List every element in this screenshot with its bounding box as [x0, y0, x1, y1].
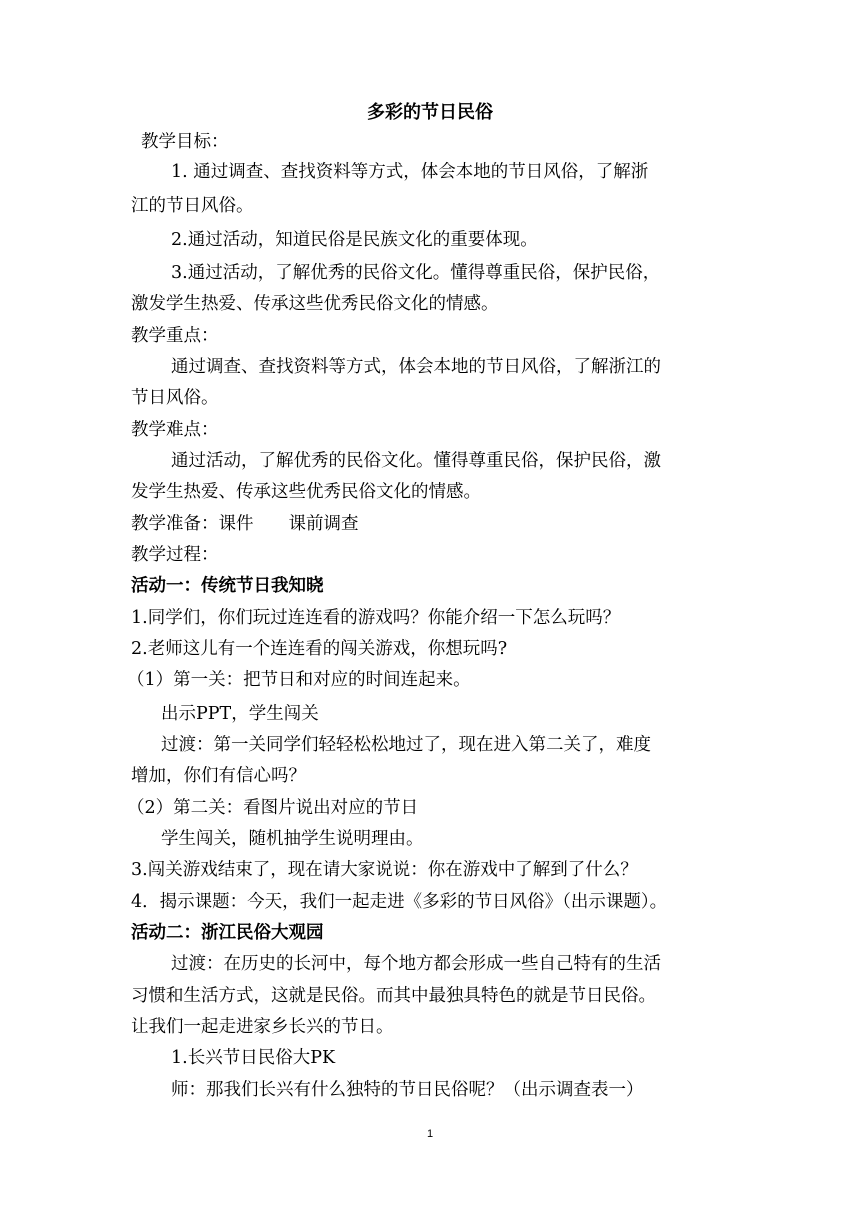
section-heading-process: 教学过程： — [131, 545, 219, 565]
paragraph-line: 增加，你们有信心吗？ — [131, 766, 306, 786]
paragraph-line: 过渡：在历史的长河中，每个地方都会形成一些自己特有的生活 — [171, 954, 661, 974]
paragraph-line: 过渡：第一关同学们轻轻松松地过了，现在进入第二关了，难度 — [161, 735, 651, 755]
page-number: 1 — [426, 1128, 434, 1140]
paragraph-line: 1. 通过调查、查找资料等方式，体会本地的节日风俗，了解浙 — [171, 162, 649, 182]
paragraph-line: 通过活动，了解优秀的民俗文化。懂得尊重民俗，保护民俗，激 — [171, 451, 661, 471]
section-heading-key-points: 教学重点： — [131, 326, 219, 346]
paragraph-line: （2）第二关：看图片说出对应的节日 — [127, 798, 419, 818]
section-heading-objectives: 教学目标： — [141, 132, 229, 152]
paragraph-line: 激发学生热爱、传承这些优秀民俗文化的情感。 — [131, 294, 499, 314]
paragraph-line: 习惯和生活方式，这就是民俗。而其中最独具特色的就是节日民俗。 — [131, 986, 656, 1006]
paragraph-line: 1.长兴节日民俗大PK — [171, 1048, 336, 1068]
activity-one-heading: 活动一：传统节日我知晓 — [131, 576, 324, 596]
paragraph-line: 3.通过活动，了解优秀的民俗文化。懂得尊重民俗，保护民俗， — [171, 263, 661, 283]
section-heading-preparation: 教学准备：课件 课前调查 — [131, 514, 359, 534]
paragraph-line: 让我们一起走进家乡长兴的节日。 — [131, 1017, 394, 1037]
activity-two-heading: 活动二：浙江民俗大观园 — [131, 923, 324, 943]
document-title: 多彩的节日民俗 — [367, 102, 493, 123]
paragraph-line: 出示PPT，学生闯关 — [161, 704, 319, 724]
paragraph-line: 4．揭示课题：今天，我们一起走进《多彩的节日风俗》（出示课题）。 — [131, 892, 668, 912]
paragraph-line: 师：那我们长兴有什么独特的节日民俗呢？（出示调查表一） — [171, 1080, 644, 1100]
paragraph-line: 3.闯关游戏结束了，现在请大家说说：你在游戏中了解到了什么？ — [131, 860, 638, 880]
paragraph-line: 1.同学们，你们玩过连连看的游戏吗？你能介绍一下怎么玩吗？ — [131, 608, 621, 628]
paragraph-line: 节日风俗。 — [131, 388, 219, 408]
paragraph-line: 通过调查、查找资料等方式，体会本地的节日风俗，了解浙江的 — [171, 357, 661, 377]
paragraph-line: 2.老师这儿有一个连连看的闯关游戏，你想玩吗? — [131, 639, 508, 659]
paragraph-line: 2.通过活动，知道民俗是民族文化的重要体现。 — [171, 230, 538, 250]
paragraph-line: 学生闯关，随机抽学生说明理由。 — [161, 829, 424, 849]
paragraph-line: 发学生热爱、传承这些优秀民俗文化的情感。 — [131, 482, 481, 502]
paragraph-line: 江的节日风俗。 — [131, 196, 254, 216]
section-heading-difficulties: 教学难点： — [131, 420, 219, 440]
paragraph-line: （1）第一关：把节日和对应的时间连起来。 — [127, 670, 471, 690]
